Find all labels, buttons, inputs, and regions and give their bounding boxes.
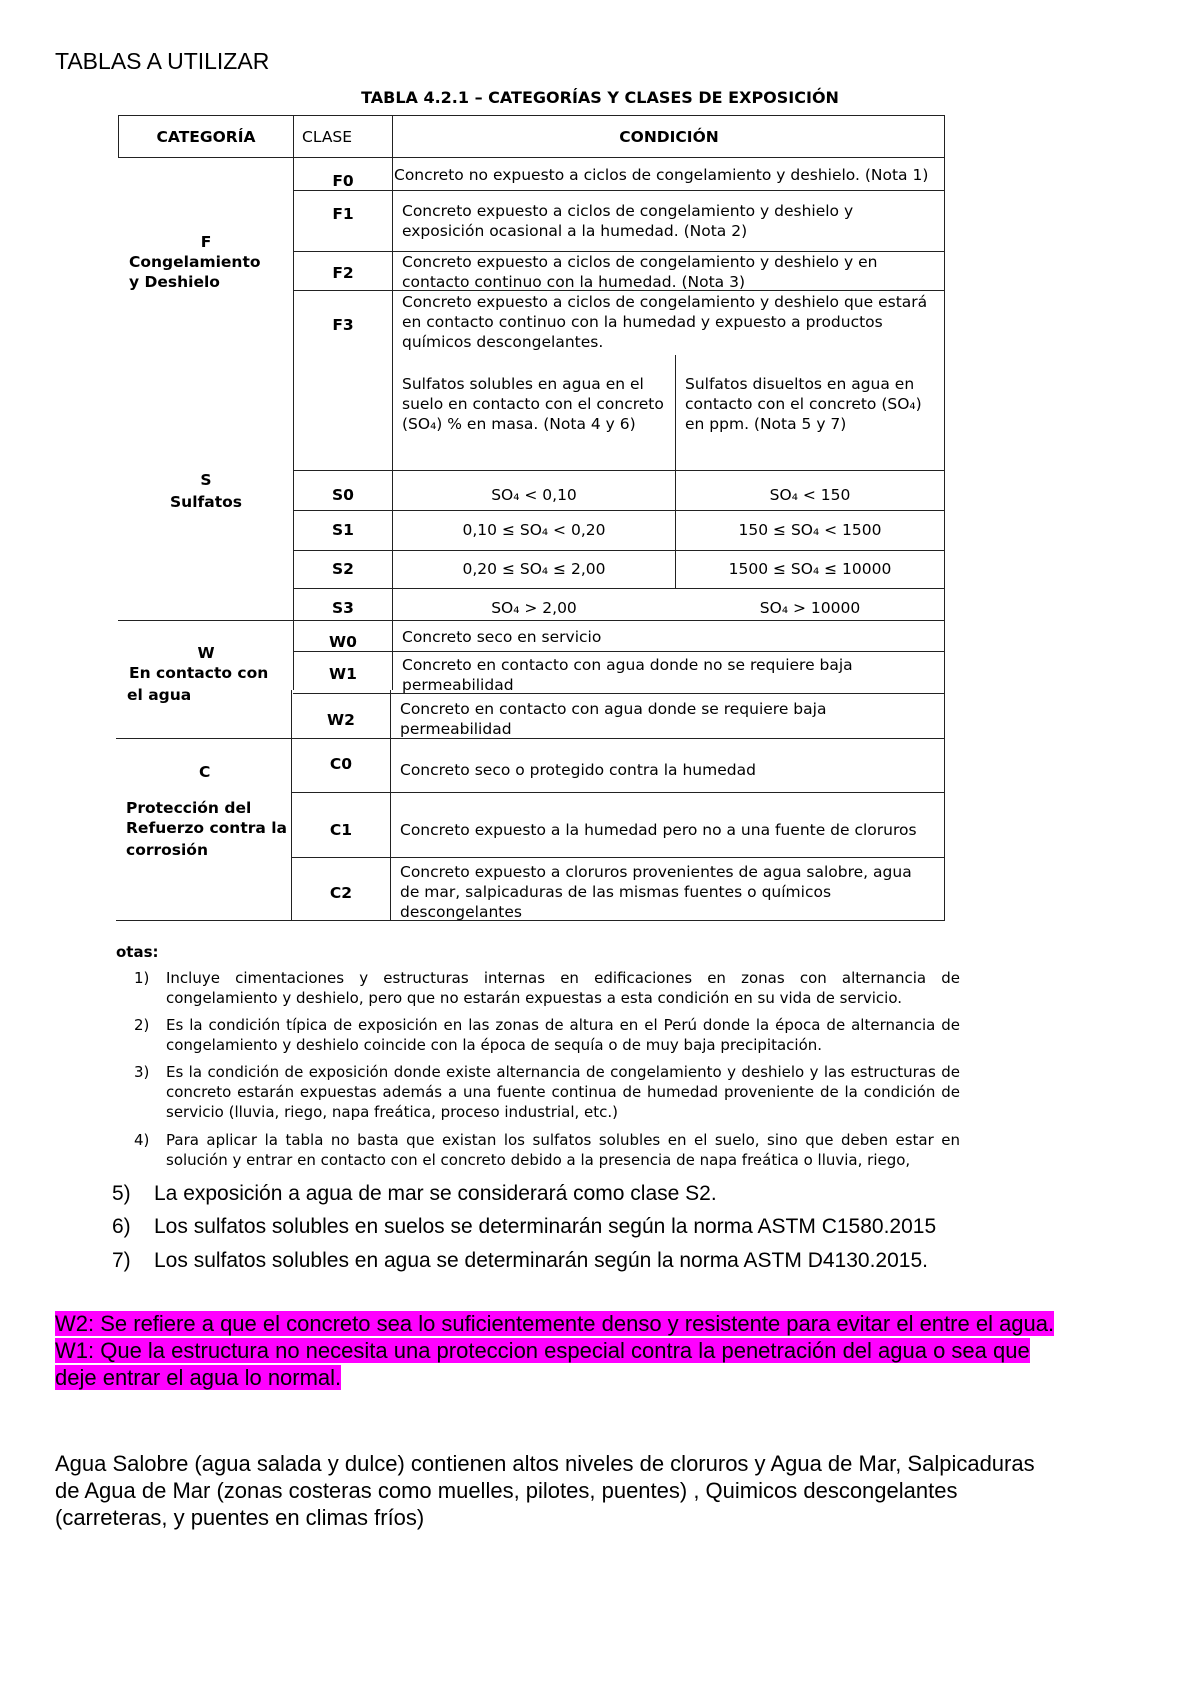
note-number: 6) <box>112 1215 131 1238</box>
sulfate-soil-header: Sulfatos solubles en agua en el suelo en contacto con el concreto (SO₄) % en masa. (Nota 4 y 6) <box>402 375 664 433</box>
note-text: Incluye cimentaciones y estructuras internas en edificaciones en zonas con alternancia de congelamiento y deshielo, pero que no estarán expuestas a esta condición en su vida de servicio. <box>166 969 960 1007</box>
row-rule <box>293 588 944 589</box>
note-item <box>110 968 960 1008</box>
condition-f1: Concreto expuesto a ciclos de congelamiento y deshielo y exposición ocasional a la humedad. (Nota 2) <box>402 202 854 240</box>
class-c1: C1 <box>329 821 353 839</box>
note-item-large <box>112 1215 936 1239</box>
condition-c0: Concreto seco o protegido contra la humedad <box>400 761 756 779</box>
row-rule <box>293 510 944 511</box>
category-rule <box>118 620 944 621</box>
category-f-name: Congelamiento <box>129 253 261 271</box>
note-number: 5) <box>112 1182 131 1205</box>
class-s2: S2 <box>332 560 354 578</box>
note-item <box>110 1015 960 1055</box>
note-text: Los sulfatos solubles en agua se determinarán según la norma ASTM D4130.2015. <box>154 1249 928 1272</box>
table-border-right <box>944 115 945 921</box>
note-number: 4) <box>134 1131 150 1149</box>
condition-c1: Concreto expuesto a la humedad pero no a una fuente de cloruros <box>400 821 917 839</box>
table-header-rule <box>118 157 944 158</box>
class-c0: C0 <box>329 755 353 773</box>
category-w-letter: W <box>197 644 215 662</box>
condition-w2: Concreto en contacto con agua donde se requiere baja permeabilidad <box>400 700 827 738</box>
category-c-letter: C <box>199 763 211 781</box>
category-s-letter: S <box>200 471 212 489</box>
column-rule <box>675 355 676 588</box>
condition-w0: Concreto seco en servicio <box>402 628 602 646</box>
note-text: Los sulfatos solubles en suelos se determinarán según la norma ASTM C1580.2015 <box>154 1215 937 1238</box>
s2-soil-value: 0,20 ≤ SO₄ ≤ 2,00 <box>462 560 606 578</box>
note-text: Es la condición de exposición donde existe alternancia de congelamiento y deshielo y las estructuras de concreto estarán expuestas además a una fuente continua de humedad proveniente de la condición de servicio (lluvia, riego, napa freática, proceso industrial, etc.) <box>166 1063 960 1121</box>
note-text: La exposición a agua de mar se considerará como clase S2. <box>154 1182 717 1205</box>
s1-soil-value: 0,10 ≤ SO₄ < 0,20 <box>462 521 606 539</box>
condition-f2: Concreto expuesto a ciclos de congelamiento y deshielo y en contacto continuo con la humedad. (Nota 3) <box>402 253 878 291</box>
s3-soil-value: SO₄ > 2,00 <box>491 599 577 617</box>
class-c2: C2 <box>329 884 353 902</box>
class-f2: F2 <box>332 264 354 282</box>
row-rule <box>293 550 944 551</box>
s2-water-value: 1500 ≤ SO₄ ≤ 10000 <box>728 560 892 578</box>
category-c-name: corrosión <box>126 841 208 859</box>
page-heading: TABLAS A UTILIZAR <box>55 48 270 74</box>
class-w0: W0 <box>329 633 357 651</box>
row-rule <box>291 792 944 793</box>
row-rule <box>293 470 944 471</box>
note-number: 7) <box>112 1249 131 1272</box>
table-border-left <box>118 115 119 158</box>
condition-c2: Concreto expuesto a cloruros provenientes de agua salobre, agua de mar, salpicaduras de las mismas fuentes o químicos descongelantes <box>400 863 912 921</box>
header-condicion: CONDICIÓN <box>619 128 719 146</box>
s3-water-value: SO₄ > 10000 <box>759 599 861 617</box>
class-f0: F0 <box>332 172 354 190</box>
note-number: 3) <box>134 1063 150 1081</box>
note-text: Para aplicar la tabla no basta que existan los sulfatos solubles en el suelo, sino que deben estar en solución y entrar en contacto con el concreto debido a la presencia de napa freática o lluvia, riego, <box>166 1131 960 1169</box>
category-f-name: y Deshielo <box>129 273 220 291</box>
condition-w1: Concreto en contacto con agua donde no se requiere baja permeabilidad <box>402 656 853 694</box>
category-c-name: Refuerzo contra la <box>126 819 288 837</box>
category-s-name: Sulfatos <box>170 493 242 511</box>
s1-water-value: 150 ≤ SO₄ < 1500 <box>738 521 882 539</box>
note-text: Es la condición típica de exposición en las zonas de altura en el Perú donde la época de alternancia de congelamiento y deshielo coincide con la época de sequía o de muy baja precipitación. <box>166 1016 960 1054</box>
row-rule <box>291 857 944 858</box>
note-number: 1) <box>134 969 150 987</box>
class-w1: W1 <box>329 665 357 683</box>
header-categoria: CATEGORÍA <box>156 128 256 146</box>
class-s1: S1 <box>332 521 354 539</box>
note-number: 2) <box>134 1016 150 1034</box>
s0-water-value: SO₄ < 150 <box>769 486 851 504</box>
condition-f0: Concreto no expuesto a ciclos de congelamiento y deshielo. (Nota 1) <box>394 166 929 184</box>
class-s0: S0 <box>332 486 354 504</box>
closing-paragraph: Agua Salobre (agua salada y dulce) contienen altos niveles de cloruros y Agua de Mar, Salpicaduras de Agua de Mar (zonas costeras como muelles, pilotes, puentes) , Quimicos descongelantes (carreteras, y puentes en climas fríos) <box>55 1451 1035 1530</box>
header-clase: CLASE <box>302 128 353 146</box>
class-w2: W2 <box>327 711 355 729</box>
category-w-name: el agua <box>127 686 192 704</box>
note-item <box>110 1130 960 1172</box>
class-s3: S3 <box>332 599 354 617</box>
table-title: TABLA 4.2.1 – CATEGORÍAS Y CLASES DE EXPOSICIÓN <box>361 88 839 107</box>
s0-soil-value: SO₄ < 0,10 <box>491 486 577 504</box>
notes-label: otas: <box>116 943 159 961</box>
note-item <box>110 1062 960 1122</box>
condition-f3: Concreto expuesto a ciclos de congelamiento y deshielo que estará en contacto continuo con la humedad y expuesto a productos químicos descongelantes. <box>402 293 928 351</box>
highlight-block <box>55 1310 1055 1391</box>
category-c-name: Protección del <box>126 799 252 817</box>
note-item-large <box>112 1249 928 1273</box>
table-border-top <box>118 115 944 116</box>
class-f1: F1 <box>332 205 354 223</box>
category-f-letter: F <box>200 233 212 251</box>
class-f3: F3 <box>332 316 354 334</box>
w2-explanation: W2: Se refiere a que el concreto sea lo suficientemente denso y resistente para evitar el entre el agua. <box>55 1311 1055 1336</box>
w1-explanation: W1: Que la estructura no necesita una proteccion especial contra la penetración del agua o sea que deje entrar el agua lo normal. <box>55 1338 1030 1390</box>
category-w-name: En contacto con <box>129 664 269 682</box>
note-item-large <box>112 1182 717 1206</box>
sulfate-water-header: Sulfatos disueltos en agua en contacto con el concreto (SO₄) en ppm. (Nota 5 y 7) <box>685 375 922 433</box>
